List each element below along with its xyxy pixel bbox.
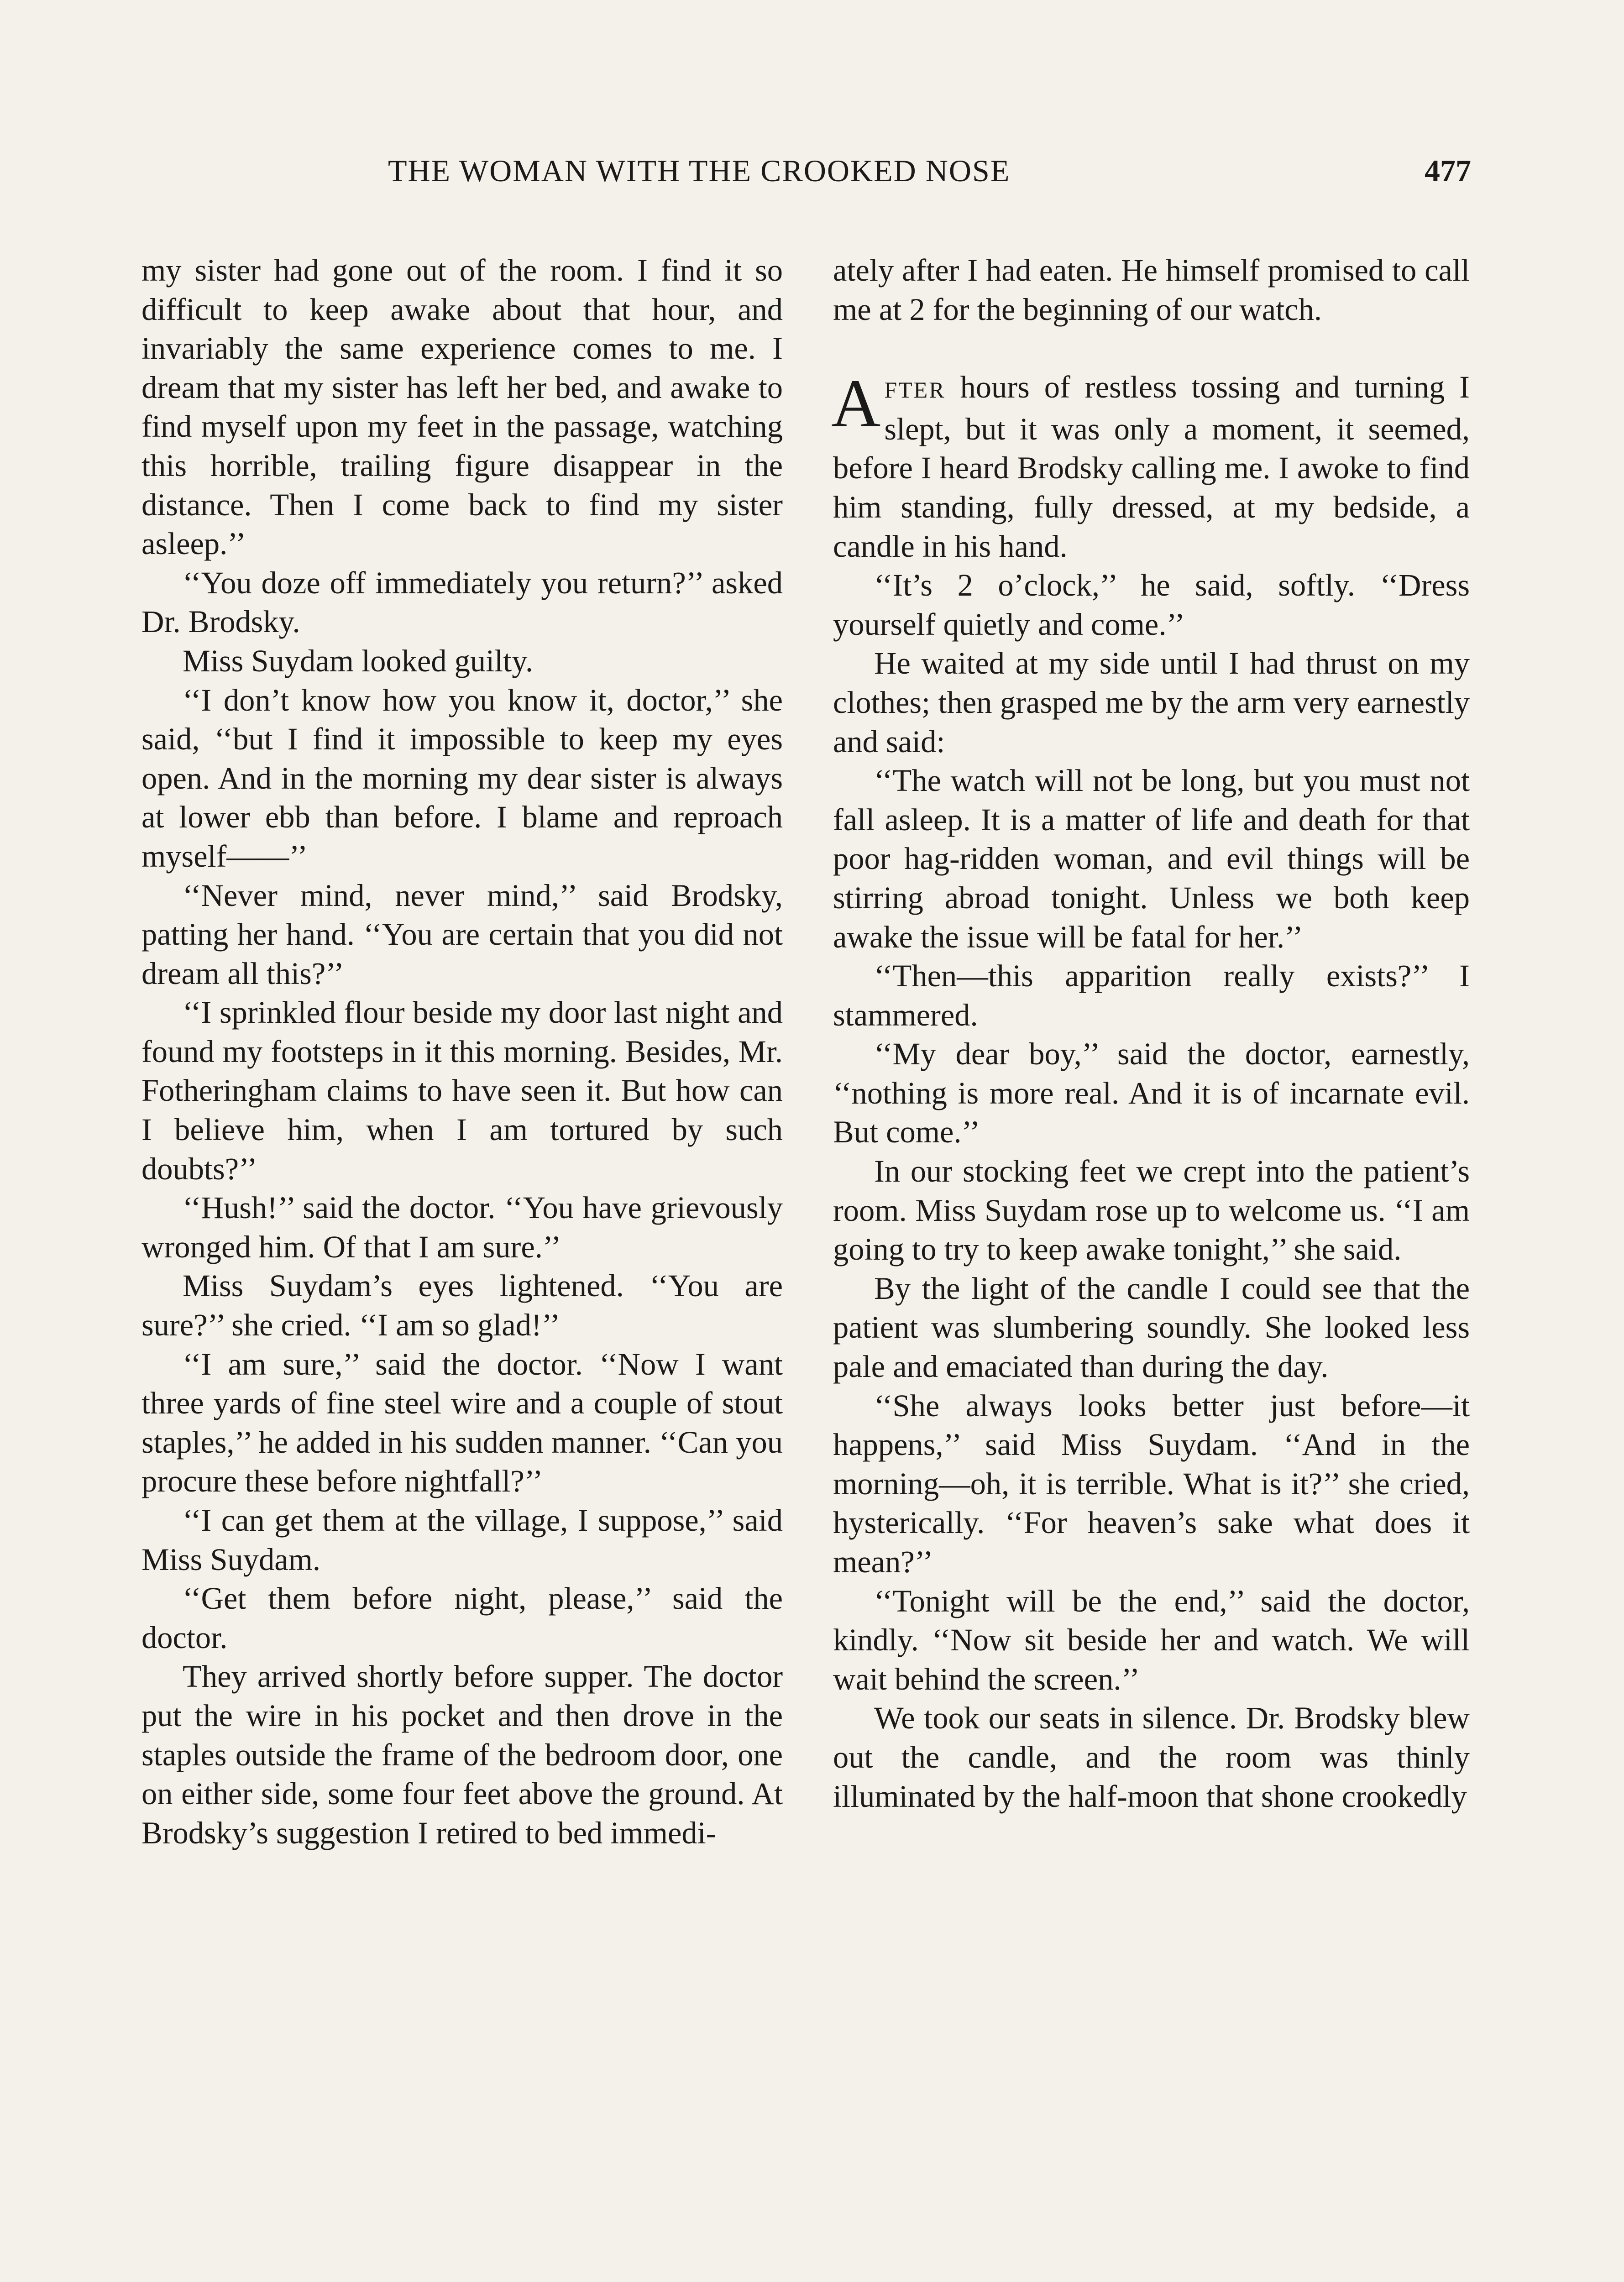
paragraph: ‘‘Get them before night, please,’’ said the doctor. [141,1581,783,1655]
paragraph: ately after I had eaten. He himself promised to call me at 2 for the beginning of our watch. [833,253,1470,327]
running-title: THE WOMAN WITH THE CROOKED NOSE [388,153,1011,188]
left-column [141,251,783,1853]
small-caps-lead: FTER [884,377,946,403]
paragraph: Miss Suydam’s eyes lightened. ‘‘You are sure?’’ she cried. ‘‘I am so glad!’’ [141,1268,783,1343]
paragraph: They arrived shortly before supper. The doctor put the wire in his pocket and then drove in the staples outside the frame of the bedroom door, one on either side, some four feet above the ground. At Brodsky’s suggestion I retired to bed immedi- [141,1659,783,1850]
paragraph: ‘‘I can get them at the village, I suppose,’’ said Miss Suydam. [141,1503,783,1577]
paragraph: ‘‘Never mind, never mind,’’ said Brodsky, patting her hand. ‘‘You are certain that you did not dream all this?’’ [141,878,783,991]
paragraph: ‘‘I sprinkled flour beside my door last night and found my footsteps in it this morning. Besides, Mr. Fotheringham claims to have seen it. But how can I believe him, when I am tortured by such doubts?’’ [141,995,783,1186]
paragraph: In our stocking feet we crept into the patient’s room. Miss Suydam rose up to welcome us. ‘‘I am going to try to keep awake tonight,’’ she said. [833,1154,1470,1267]
paragraph: ‘‘I don’t know how you know it, doctor,’’ she said, ‘‘but I find it impossible to keep my eyes open. And in the morning my dear sister is always at lower ebb than before. I blame and reproach myself——’’ [141,682,783,874]
paragraph: Miss Suydam looked guilty. [183,643,534,678]
drop-cap: A [831,366,881,442]
paragraph: By the light of the candle I could see that the patient was slumbering soundly. She looked less pale and emaciated than during the day. [833,1271,1470,1384]
paragraph: ‘‘Hush!’’ said the doctor. ‘‘You have grievously wronged him. Of that I am sure.’’ [141,1190,783,1264]
paragraph: ‘‘She always looks better just before—it happens,’’ said Miss Suydam. ‘‘And in the morning—oh, it is terrible. What is it?’’ she cried, hysterically. ‘‘For heaven’s sake what does it mean?’’ [833,1388,1470,1579]
page-number: 477 [1425,153,1471,188]
paragraph: ‘‘It’s 2 o’clock,’’ he said, softly. ‘‘Dress yourself quietly and come.’’ [833,568,1470,642]
paragraph: ‘‘The watch will not be long, but you must not fall asleep. It is a matter of life and death for that poor hag-ridden woman, and evil things will be stirring abroad tonight. Unless we both keep awake the issue will be fatal for her.’’ [833,763,1470,954]
section-text: hours of restless tossing and turning I slept, but it was only a moment, it seemed, before I heard Brodsky calling me. I awoke to find him standing, fully dressed, at my bedside, a candle in his hand. [833,370,1470,564]
paragraph: ‘‘Then—this apparition really exists?’’ I stammered. [833,958,1470,1032]
paragraph: ‘‘I am sure,’’ said the doctor. ‘‘Now I want three yards of fine steel wire and a couple of stout staples,’’ he added in his sudden manner. ‘‘Can you procure these before nightfall?’’ [141,1346,783,1499]
paragraph: He waited at my side until I had thrust on my clothes; then grasped me by the arm very earnestly and said: [833,646,1470,759]
right-column [833,251,1470,1816]
paragraph: ‘‘My dear boy,’’ said the doctor, earnestly, ‘‘nothing is more real. And it is of incarnate evil. But come.’’ [833,1036,1470,1150]
section-opening-paragraph [833,368,1470,566]
paragraph: ‘‘You doze off immediately you return?’’ asked Dr. Brodsky. [141,565,783,639]
paragraph: We took our seats in silence. Dr. Brodsky blew out the candle, and the room was thinly illuminated by the half-moon that shone crookedly [833,1701,1470,1814]
paragraph: ‘‘Tonight will be the end,’’ said the doctor, kindly. ‘‘Now sit beside her and watch. We will wait behind the screen.’’ [833,1583,1470,1696]
page-header [141,153,1471,194]
paragraph: my sister had gone out of the room. I find it so difficult to keep awake about that hour, and invariably the same experience comes to me. I dream that my sister has left her bed, and awake to find myself upon my feet in the passage, watching this horrible, trailing figure disappear in the distance. Then I come back to find my sister asleep.’’ [141,253,783,561]
